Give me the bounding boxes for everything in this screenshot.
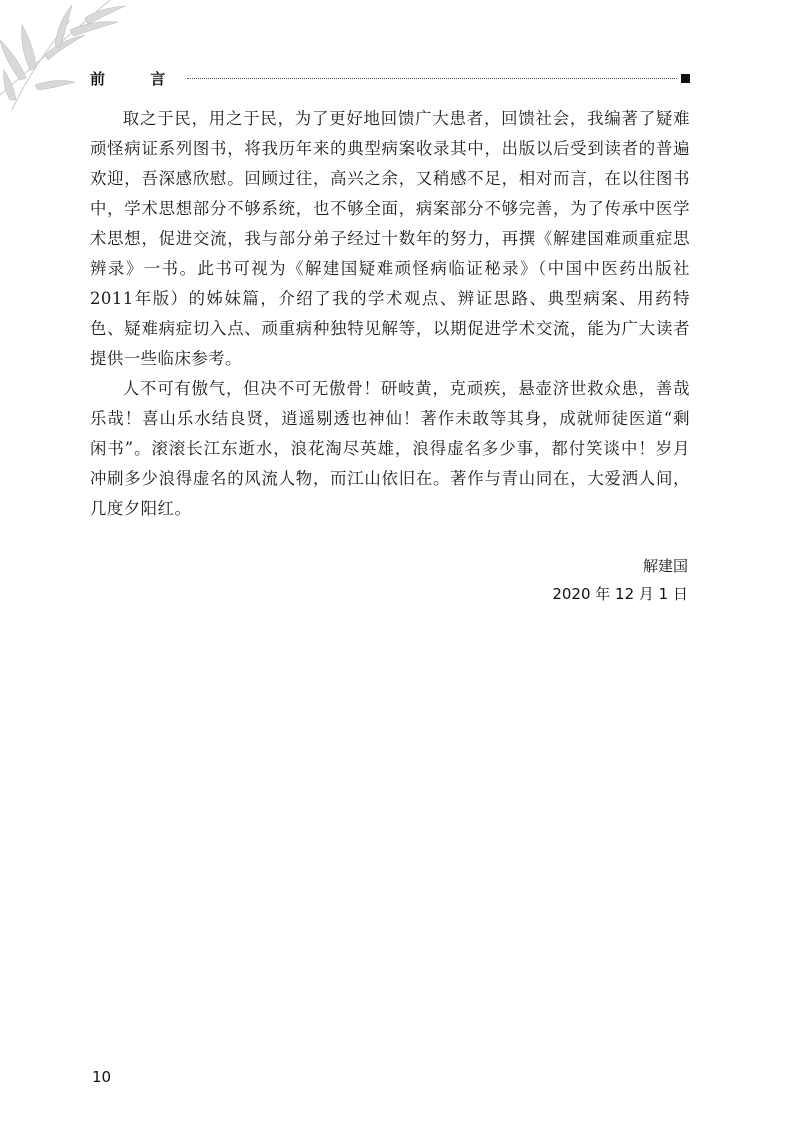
signature-date: 2020 年 12 月 1 日 [552,585,688,603]
author-name: 解建国 [642,557,688,575]
header-title: 前 言 [90,69,186,88]
preface-body [90,104,690,524]
bamboo-leaves-decoration [0,0,150,110]
paragraph-2: 人不可有傲气，但决不可无傲骨！研岐黄，克顽疾，悬壶济世救众患，善哉乐哉！喜山乐水结良贤，逍遥剔透也神仙！著作未敢等其身，成就师徒医道“剩闲书”。滚滚长江东逝水，浪花淘尽英雄，浪得虚名多少事，都付笑谈中！岁月冲刷多少浪得虚名的风流人物，而江山依旧在。著作与青山同在，大爱洒人间，几度夕阳红。 [90,379,690,518]
header-square-marker [681,74,690,83]
header-dotted-rule [187,78,677,79]
page-number: 10 [92,1068,112,1086]
paragraph-1: 取之于民，用之于民，为了更好地回馈广大患者，回馈社会，我编著了疑难顽怪病证系列图书，将我历年来的典型病案收录其中，出版以后受到读者的普遍欢迎，吾深感欣慰。回顾过往，高兴之余，又稍感不足，相对而言，在以往图书中，学术思想部分不够系统，也不够全面，病案部分不够完善，为了传承中医学术思想，促进交流，我与部分弟子经过十数年的努力，再撰《解建国难顽重症思辨录》一书。此书可视为《解建国疑难顽怪病临证秘录》（中国中医药出版社2011年版）的姊妹篇，介绍了我的学术观点、辨证思路、典型病案、用药特色、疑难病症切入点、顽重病种独特见解等，以期促进学术交流，能为广大读者提供一些临床参考。 [90,109,690,368]
signature-block [552,552,688,608]
running-header [90,66,690,90]
